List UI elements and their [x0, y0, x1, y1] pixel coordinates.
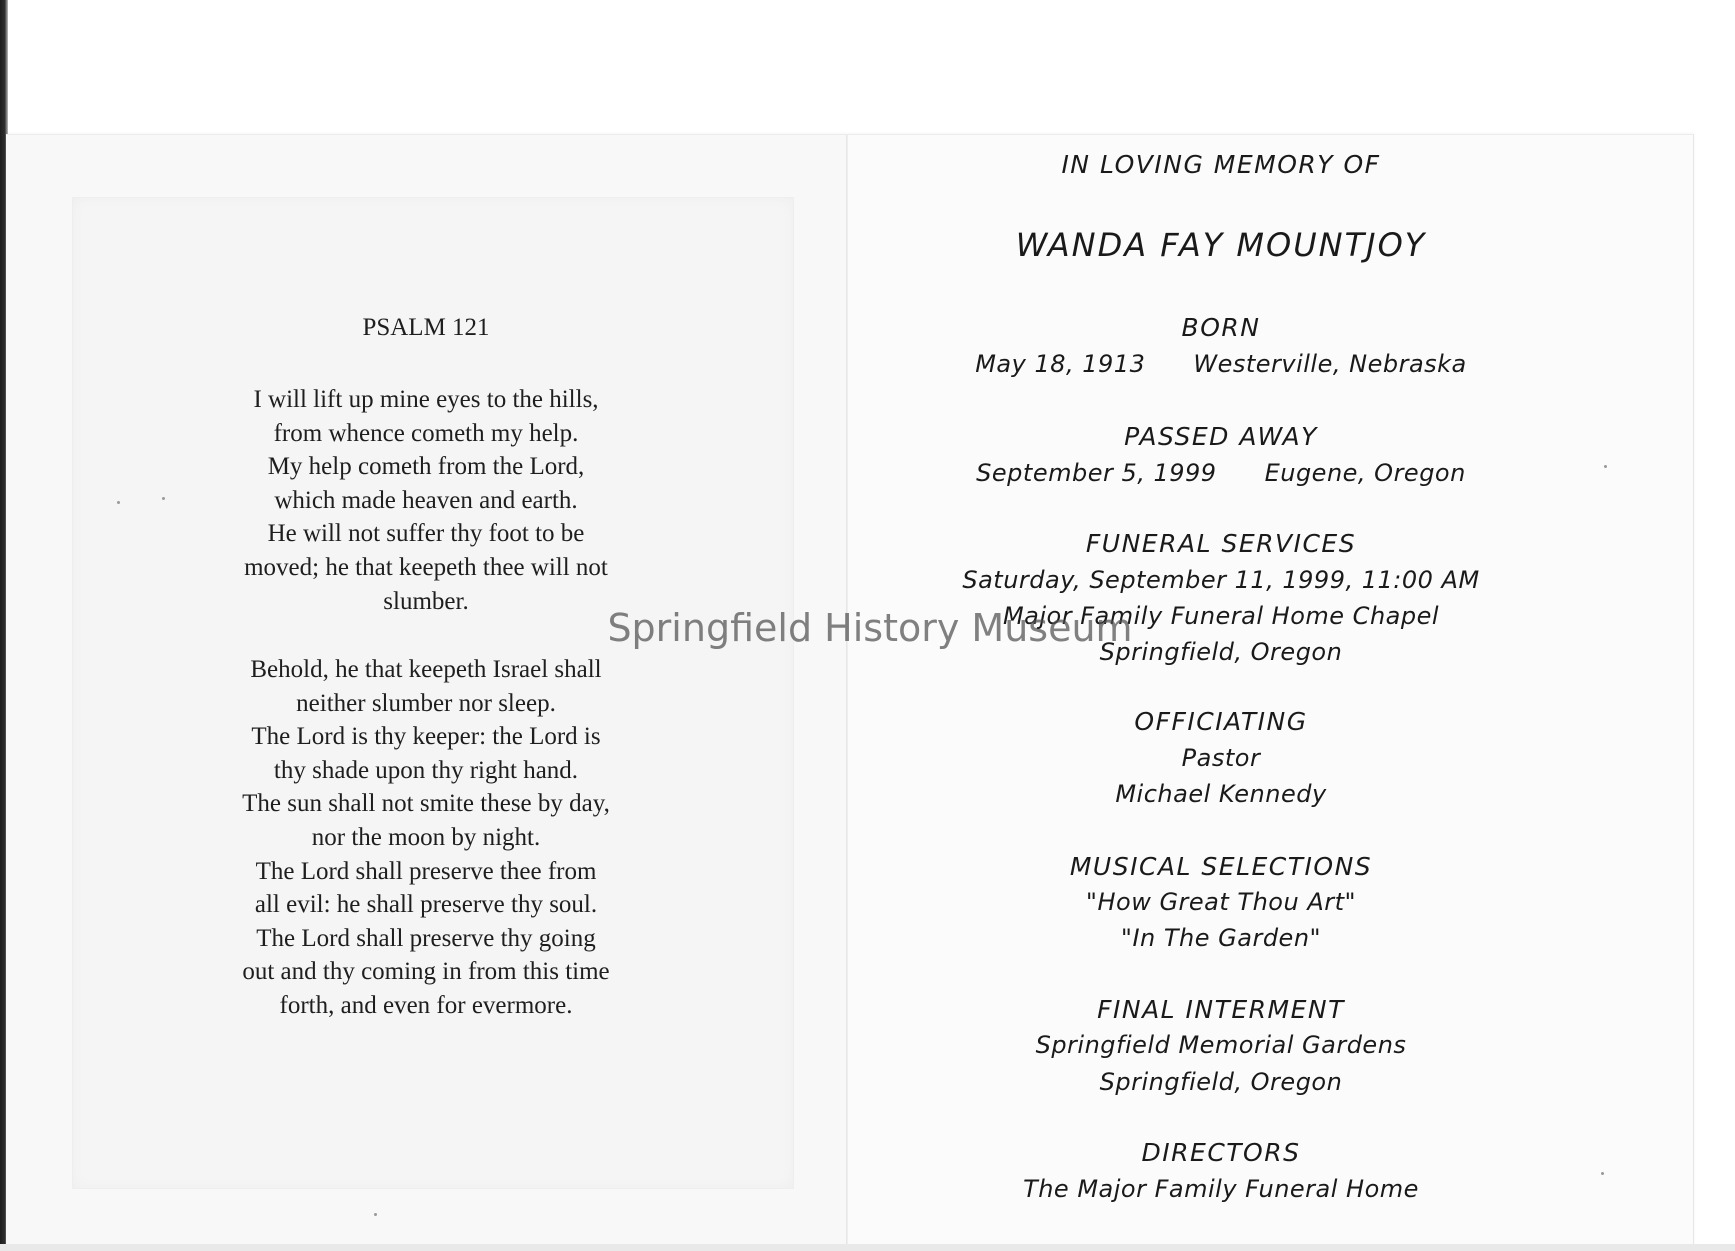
- psalm-line: forth, and even for evermore.: [279, 991, 573, 1019]
- scan-speck: [1601, 1172, 1604, 1175]
- psalm-line: from whence cometh my help.: [273, 419, 579, 447]
- psalm-line: The Lord shall preserve thy going: [256, 924, 596, 952]
- psalm-line: neither slumber nor sleep.: [296, 689, 556, 717]
- deceased-name: WANDA FAY MOUNTJOY: [1015, 226, 1427, 264]
- born-details: [866, 350, 1576, 378]
- psalm-line: Behold, he that keepeth Israel shall: [250, 656, 602, 683]
- scan-speck: [1604, 465, 1607, 468]
- psalm-line: slumber.: [383, 587, 469, 615]
- passed-details: [866, 459, 1576, 487]
- psalm-line: which made heaven and earth.: [274, 486, 578, 514]
- passed-place: Eugene, Oregon: [1264, 459, 1466, 487]
- psalm-line: I will lift up mine eyes to the hills,: [253, 386, 599, 413]
- music-label: MUSICAL SELECTIONS: [1069, 852, 1373, 881]
- psalm-line: all evil: he shall preserve thy soul.: [254, 891, 598, 919]
- funeral-venue: Major Family Funeral Home Chapel: [1002, 602, 1440, 630]
- officiating-title: Pastor: [1181, 744, 1261, 772]
- psalm-stanza-2: [6, 653, 846, 1023]
- passed-date: September 5, 1999: [976, 459, 1217, 487]
- psalm-line: The Lord shall preserve thee from: [255, 857, 597, 885]
- directors-label: DIRECTORS: [1141, 1138, 1301, 1167]
- officiating-label: OFFICIATING: [1134, 707, 1308, 736]
- psalm-line: My help cometh from the Lord,: [267, 453, 585, 481]
- psalm-line: The Lord is thy keeper: the Lord is: [251, 723, 601, 751]
- scan-speck: [374, 1213, 377, 1216]
- born-place: Westerville, Nebraska: [1193, 350, 1467, 378]
- interment-label: FINAL INTERMENT: [1097, 995, 1345, 1024]
- psalm-line: thy shade upon thy right hand.: [273, 756, 579, 784]
- born-label: BORN: [1181, 313, 1261, 342]
- scan-bottom-edge: [0, 1244, 1735, 1251]
- interment-place: Springfield Memorial Gardens: [1035, 1031, 1407, 1059]
- psalm-line: moved; he that keepeth thee will not: [244, 553, 608, 581]
- psalm-stanza-1: [6, 383, 846, 618]
- funeral-label: FUNERAL SERVICES: [1085, 529, 1357, 558]
- psalm-title: PSALM 121: [362, 314, 490, 341]
- interment-city: Springfield, Oregon: [1099, 1068, 1343, 1096]
- passed-label: PASSED AWAY: [1124, 422, 1318, 451]
- officiating-name: Michael Kennedy: [1115, 780, 1327, 808]
- music-song-1: "How Great Thou Art": [1085, 888, 1357, 916]
- funeral-city: Springfield, Oregon: [1099, 638, 1343, 666]
- card-fold: [846, 135, 848, 1251]
- psalm-line: nor the moon by night.: [311, 823, 541, 851]
- scan-speck: [162, 497, 165, 500]
- psalm-line: He will not suffer thy foot to be: [267, 520, 585, 548]
- watermark: Springfield History Museum: [607, 606, 1133, 650]
- scan-speck: [117, 501, 120, 504]
- directors-name: The Major Family Funeral Home: [1023, 1175, 1419, 1203]
- psalm-line: out and thy coming in from this time: [242, 958, 610, 986]
- funeral-when: Saturday, September 11, 1999, 11:00 AM: [962, 566, 1480, 594]
- memorial-heading: IN LOVING MEMORY OF: [1061, 150, 1381, 179]
- psalm-line: The sun shall not smite these by day,: [242, 790, 610, 818]
- music-song-2: "In The Garden": [1120, 924, 1322, 952]
- born-date: May 18, 1913: [975, 350, 1146, 378]
